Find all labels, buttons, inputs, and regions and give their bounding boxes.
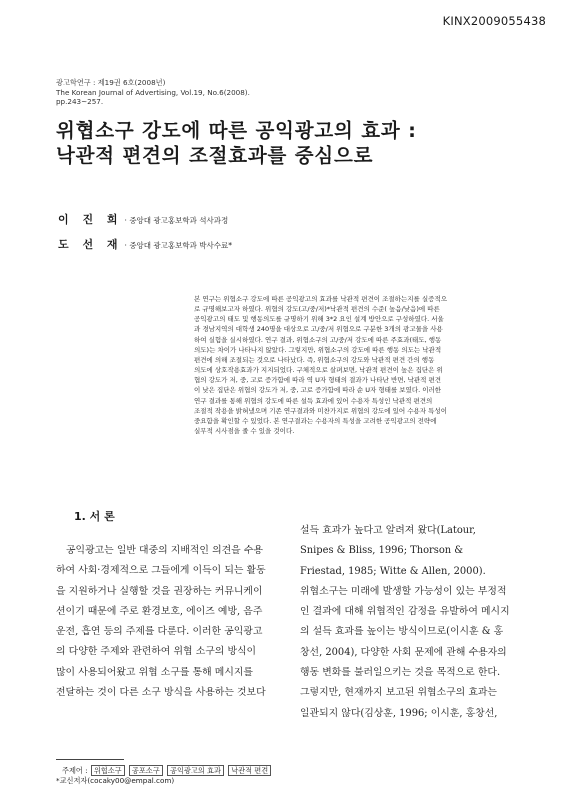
abstract-line: 연구 결과를 통해 위협의 강도에 따른 설득 효과에 있어 수용자 특성인 낙관적 편견의 (194, 396, 433, 405)
body-column-right (300, 521, 530, 724)
section-heading: 1. 서 론 (74, 510, 115, 523)
corresponding-author-note: *교신저자(cocaky00@empal.com) (56, 776, 175, 785)
body-line: 그렇지만, 현재까지 보고된 위협소구의 효과는 (300, 687, 497, 699)
body-line: 션이기 때문에 주로 환경보호, 에이즈 예방, 음주 (56, 605, 263, 617)
journal-line: The Korean Journal of Advertising, Vol.19, No.6(2008). (56, 87, 250, 97)
author-entry (58, 236, 232, 252)
abstract-line: 의도에 상호작용효과가 지지되었다. 구체적으로 살펴보면, 낙관적 편견이 높은 집단은 위 (194, 366, 443, 375)
abstract-line: 협의 강도가 저, 중, 고로 증가함에 따라 역 U자 형태의 결과가 나타난 반면, 낙관적 편견 (194, 376, 442, 385)
title-line: 낙관적 편견의 조절효과를 중심으로 (56, 144, 374, 167)
keyword-tag: 위협소구 (91, 765, 125, 776)
author-affiliation: · 중앙대 광고홍보학과 박사수료* (124, 241, 233, 250)
abstract-line: 로 규명해보고자 하였다. 위협의 강도(고/중/저)*낙관적 편견의 수준( 높음/낮음)에 따른 (194, 305, 440, 314)
body-line: Friestad, 1985; Witte & Allen, 2000). (300, 565, 486, 577)
abstract-line: 이 낮은 집단은 위협의 강도가 저, 중, 고로 증가함에 따라 순 U자 형태를 보였다. 이러한 (194, 386, 442, 395)
body-line: 공익광고는 일반 대중의 지배적인 의견을 수용 (66, 545, 263, 556)
author-name: 이 진 희 (58, 213, 123, 226)
keyword-tag: 낙관적 편견 (228, 765, 271, 776)
journal-line: pp.243~257. (56, 97, 104, 107)
body-line: 행동 변화를 불러일으키는 것을 목적으로 한다. (300, 667, 501, 679)
abstract-line: 실무적 시사점을 줄 수 있을 것이다. (194, 427, 295, 436)
abstract-line: 중요함을 확인할 수 있었다. 본 연구결과는 수용자의 특성을 고려한 공익광고의 전략에 (194, 416, 437, 425)
abstract-line: 의도)는 차이가 나타나지 않았다. 그렇지만, 위협소구의 강도에 따른 행동 의도는 낙관적 (194, 345, 442, 354)
author-entry (58, 211, 228, 227)
body-line: 설득 효과가 높다고 알려져 왔다(Latour, (300, 525, 476, 536)
body-line: 일관되지 않다(김상훈, 1996; 이시훈, 홍창선, (300, 707, 498, 719)
abstract-line: 편견에 의해 조절되는 것으로 나타났다. 즉, 위협소구의 강도와 낙관적 편견 간의 행동 (194, 355, 435, 364)
abstract-line: 하여 실험을 실시하였다. 연구 결과, 위협소구의 고/중/저 강도에 따른 주효과(태도, 행동 (194, 335, 442, 344)
body-line: 을 지원하거나 실행할 것을 권장하는 커뮤니케이 (56, 585, 263, 597)
keyword-tag: 공포소구 (129, 765, 163, 776)
body-line: 하여 사회·경제적으로 그들에게 이득이 되는 활동 (56, 565, 266, 577)
document-id: KINX2009055438 (442, 14, 546, 28)
abstract-line: 과 경남지역의 대학생 240명을 대상으로 고/중/저 위협으로 구분한 3개의 광고물을 사용 (194, 325, 443, 334)
abstract (194, 294, 516, 436)
keyword-tag: 공익광고의 효과 (167, 765, 224, 776)
abstract-line: 공익광고의 태도 및 행동의도를 규명하기 위해 3*2 요인 설계 방안으로 구성하였다. 서울 (194, 315, 444, 324)
body-line: 많이 사용되어왔고 위협 소구를 통해 메시지를 (56, 666, 253, 678)
keywords-label: 주제어 : (62, 766, 88, 775)
body-line: 위협소구는 미래에 발생할 가능성이 있는 부정적 (300, 585, 507, 597)
journal-line: 광고학연구 : 제19권 6호(2008년) (56, 78, 166, 87)
title-line: 위협소구 강도에 따른 공익광고의 효과 : (56, 119, 417, 142)
author-name: 도 선 재 (58, 238, 123, 251)
abstract-line: 본 연구는 위협소구 강도에 따른 공익광고의 효과를 낙관적 편견이 조절하는지를 실증적으 (194, 295, 447, 303)
author-affiliation: · 중앙대 광고홍보학과 석사과정 (124, 216, 229, 225)
body-line: 의 다양한 주제와 관련하여 위협 소구의 방식이 (56, 646, 257, 658)
body-line: 의 설득 효과를 높이는 방식이므로(이시훈 & 홍 (300, 626, 504, 638)
abstract-line: 조절적 작용을 밝혀냈으며 기존 연구결과와 미찬가지로 위협의 강도에 있어 수용자 특성이 (194, 406, 447, 415)
body-line: 인 결과에 대해 위협적인 감정을 유발하여 메시지 (300, 606, 510, 618)
body-column-left (56, 541, 270, 703)
body-line: 전달하는 것이 다른 소구 방식을 사용하는 것보다 (56, 687, 266, 699)
journal-info (56, 78, 250, 107)
body-line: Snipes & Bliss, 1996; Thorson & (300, 545, 464, 557)
body-line: 운전, 흡연 등의 주제를 다룬다. 이러한 공익광고 (56, 626, 263, 638)
footnote-divider (56, 759, 124, 760)
footnote-keywords (62, 765, 272, 776)
paper-title (56, 118, 526, 168)
body-line: 창선, 2004), 다양한 사회 문제에 관해 수용자의 (300, 646, 507, 658)
